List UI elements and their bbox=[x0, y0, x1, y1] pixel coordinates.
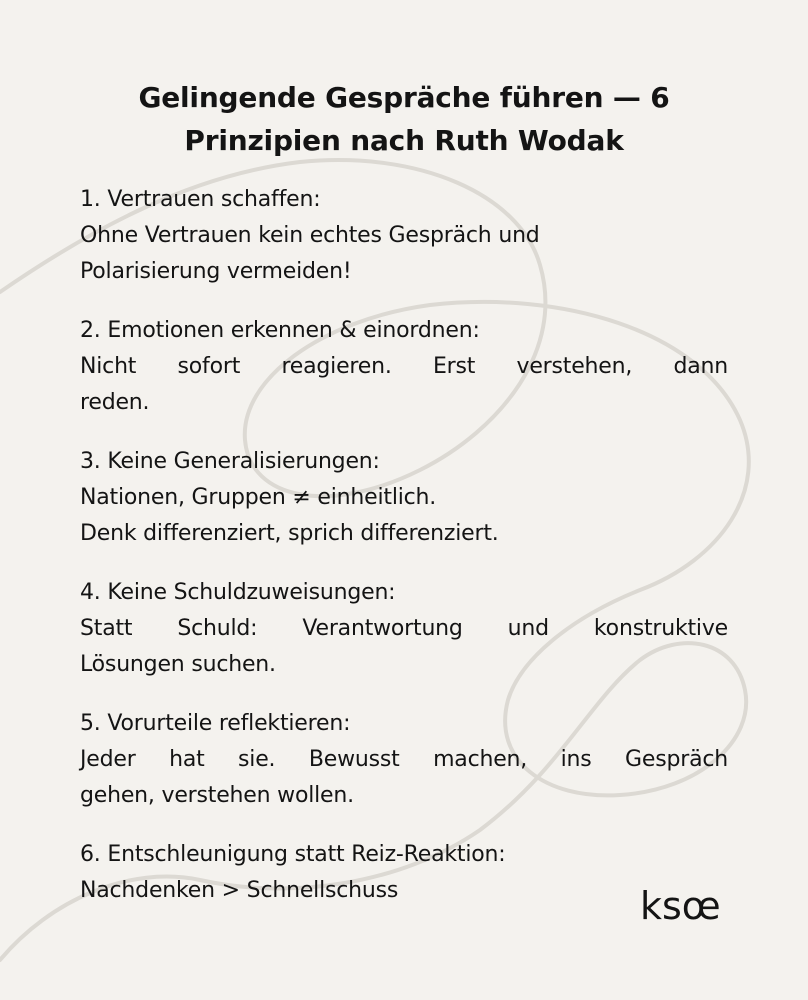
principle-body-line: reden. bbox=[80, 390, 150, 415]
principle-body-line: Nationen, Gruppen ≠ einheitlich. bbox=[80, 485, 437, 510]
principle-5 bbox=[80, 706, 728, 814]
principle-heading: 2. Emotionen erkennen & einordnen: bbox=[80, 318, 480, 343]
principle-heading: 3. Keine Generalisierungen: bbox=[80, 449, 380, 474]
principle-body-line: Lösungen suchen. bbox=[80, 652, 276, 677]
principle-1 bbox=[80, 182, 728, 290]
principle-body-line: gehen, verstehen wollen. bbox=[80, 783, 354, 808]
ksoe-logo: ksœ bbox=[640, 884, 721, 928]
principle-3 bbox=[80, 444, 728, 552]
principle-body-line: Denk differenziert, sprich differenziert. bbox=[80, 521, 499, 546]
principle-2 bbox=[80, 313, 728, 421]
principle-body-line: Polarisierung vermeiden! bbox=[80, 259, 352, 284]
principle-heading: 1. Vertrauen schaffen: bbox=[80, 187, 321, 212]
page-title bbox=[80, 76, 728, 162]
principle-body-line: Nicht sofort reagieren. Erst verstehen, dann bbox=[80, 354, 728, 379]
principle-body-line: Jeder hat sie. Bewusst machen, ins Gespräch bbox=[80, 747, 728, 772]
title-line-1: Gelingende Gespräche führen — 6 bbox=[138, 81, 670, 114]
principle-body-line: Nachdenken > Schnellschuss bbox=[80, 878, 399, 903]
principle-body-line: Ohne Vertrauen kein echtes Gespräch und bbox=[80, 223, 540, 248]
principle-body-line: Statt Schuld: Verantwortung und konstruktive bbox=[80, 616, 728, 641]
document-content bbox=[80, 76, 728, 932]
principle-heading: 4. Keine Schuldzuweisungen: bbox=[80, 580, 396, 605]
principle-heading: 6. Entschleunigung statt Reiz-Reaktion: bbox=[80, 842, 506, 867]
principle-6 bbox=[80, 837, 728, 909]
title-line-2: Prinzipien nach Ruth Wodak bbox=[184, 124, 624, 157]
principle-heading: 5. Vorurteile reflektieren: bbox=[80, 711, 351, 736]
principle-4 bbox=[80, 575, 728, 683]
